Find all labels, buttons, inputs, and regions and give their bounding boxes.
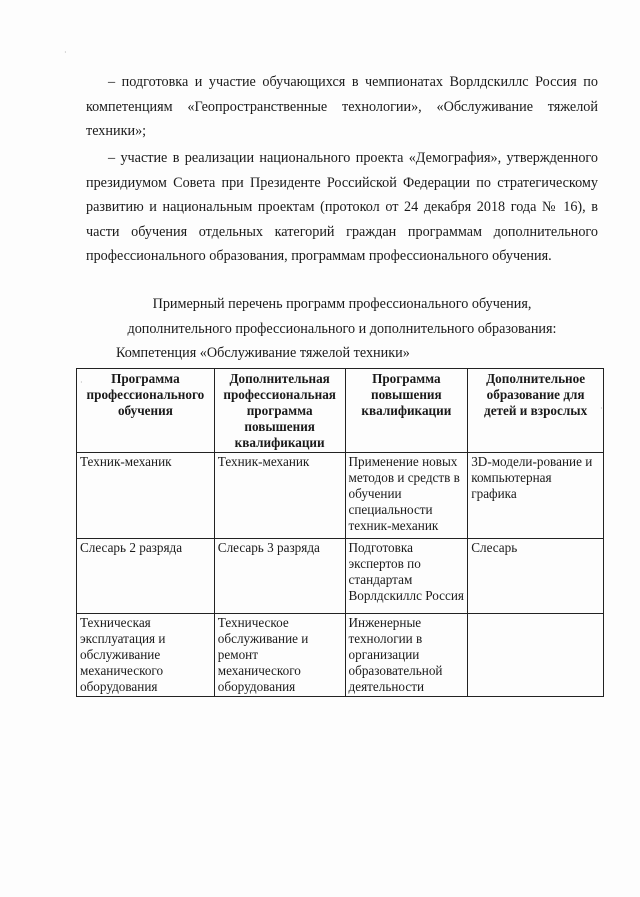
table-header-row bbox=[77, 369, 604, 453]
paragraph-demography: – участие в реализации национального проекта «Демография», утвержденного президиумом Совета при Президенте Российской Федерации по стратегическому развитию и национальным проектам (протокол от 24 декабря 2018 года № 16), в части обучения отдельных категорий граждан программам дополнительного профессионального образования, программам профессионального обучения. bbox=[86, 150, 598, 264]
table-cell: Применение новых методов и средств в обучении специальности техник-механик bbox=[345, 453, 468, 539]
table-cell: Техническая эксплуатация и обслуживание механического оборудования bbox=[77, 614, 215, 697]
table-cell: Техник-механик bbox=[77, 453, 215, 539]
scan-speck: · bbox=[600, 404, 603, 413]
programs-table bbox=[76, 368, 604, 697]
table-cell bbox=[468, 614, 604, 697]
header-qualification: Программа повышения квалификации bbox=[345, 369, 468, 453]
table-cell: Слесарь 2 разряда bbox=[77, 539, 215, 614]
table-cell: 3D-модели-рование и компьютерная графика bbox=[468, 453, 604, 539]
table-cell: Техник-механик bbox=[214, 453, 345, 539]
table-cell: Слесарь bbox=[468, 539, 604, 614]
list-heading-line1: Примерный перечень программ профессионального обучения, bbox=[152, 296, 532, 312]
table-cell: Техническое обслуживание и ремонт механического оборудования bbox=[214, 614, 345, 697]
paragraph-worldskills: – подготовка и участие обучающихся в чемпионатах Ворлдскиллс Россия по компетенциям «Геопространственные технологии», «Обслуживание тяжелой техники»; bbox=[86, 74, 598, 139]
header-professional-training: Программа профессионального обучения bbox=[77, 369, 215, 453]
competence-title: Компетенция «Обслуживание тяжелой техники» bbox=[116, 345, 410, 361]
list-heading-line2: дополнительного профессионального и дополнительного образования: bbox=[127, 321, 557, 337]
table-cell: Инженерные технологии в организации образовательной деятельности bbox=[345, 614, 468, 697]
table-cell: Слесарь 3 разряда bbox=[214, 539, 345, 614]
scan-speck: · bbox=[80, 378, 83, 387]
header-additional-professional: Дополнительная профессиональная программа повышения квалификации bbox=[214, 369, 345, 453]
table-row bbox=[77, 539, 604, 614]
header-additional-education: Дополнительное образование для детей и взрослых bbox=[468, 369, 604, 453]
table-row bbox=[77, 453, 604, 539]
table-cell: Подготовка экспертов по стандартам Ворлдскиллс Россия bbox=[345, 539, 468, 614]
table-row bbox=[77, 614, 604, 697]
scan-speck: · bbox=[64, 48, 67, 57]
